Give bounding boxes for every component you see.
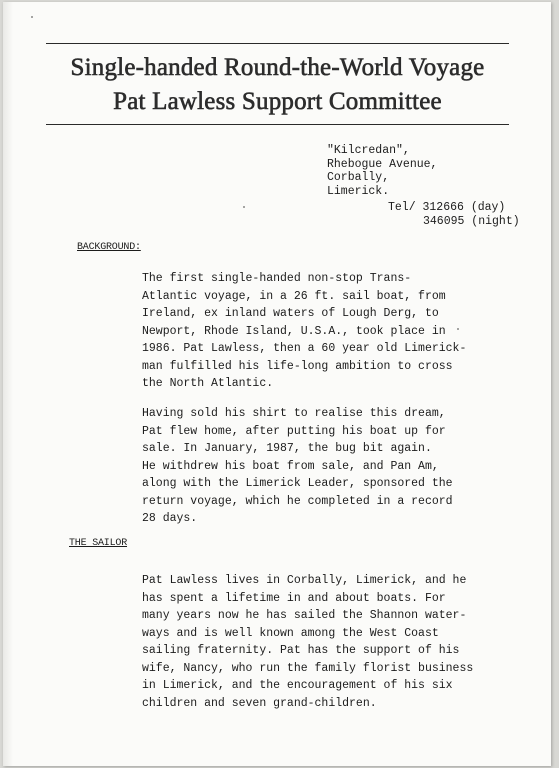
sailor-paragraph — [142, 572, 522, 712]
paper-speck — [457, 328, 459, 330]
text-line: sale. In January, 1987, the bug bit again. — [142, 442, 432, 455]
background-paragraph-2 — [142, 405, 522, 528]
letterhead-title: Single-handed Round-the-World Voyage — [70, 54, 485, 81]
letter-page — [3, 2, 551, 766]
text-line: He withdrew his boat from sale, and Pan Am, — [142, 459, 439, 473]
text-line: Newport, Rhode Island, U.S.A., took place in — [142, 324, 446, 338]
address-line: Corbally, — [327, 171, 390, 184]
section-heading-background: BACKGROUND: — [77, 242, 141, 253]
section-heading-the-sailor: THE SAILOR — [69, 538, 128, 549]
text-line: return voyage, which he completed in a record — [142, 494, 453, 508]
text-line: Pat Lawless lives in Corbally, Limerick, and he — [142, 574, 467, 587]
text-line: Having sold his shirt to realise this dream, — [142, 407, 446, 420]
text-line: The first single-handed non-stop Trans- — [142, 272, 412, 285]
telephone-night: 346095 (night) — [423, 214, 520, 228]
text-line: 28 days. — [142, 512, 198, 525]
text-line: in Limerick, and the encouragement of his six — [142, 679, 453, 692]
text-line: along with the Limerick Leader, sponsored the — [142, 477, 453, 490]
telephone-block — [388, 201, 520, 228]
text-line: ways and is well known among the West Coast — [142, 626, 439, 640]
text-line: the North Atlantic. — [142, 377, 274, 390]
text-line: man fulfilled his life-long ambition to cross — [142, 359, 453, 373]
page-edge-shadow — [3, 2, 13, 766]
telephone-day: Tel/ 312666 (day) — [388, 201, 506, 214]
address-line: Limerick. — [327, 184, 390, 198]
address-line: "Kilcredan", — [327, 144, 410, 157]
text-line: many years now he has sailed the Shannon water- — [142, 609, 467, 622]
letterhead-subtitle: Pat Lawless Support Committee — [113, 88, 442, 115]
text-line: has spent a lifetime in and about boats. For — [142, 591, 446, 605]
text-line: Atlantic voyage, in a 26 ft. sail boat, from — [142, 289, 446, 303]
text-line: Pat flew home, after putting his boat up for — [142, 424, 446, 438]
paper-speck — [243, 206, 245, 208]
text-line: 1986. Pat Lawless, then a 60 year old Limerick- — [142, 342, 467, 355]
address-line: Rhebogue Avenue, — [327, 157, 438, 171]
background-paragraph-1 — [142, 270, 522, 393]
letterhead-top-rule — [46, 43, 509, 44]
text-line: sailing fraternity. Pat has the support of his — [142, 644, 460, 657]
text-line: wife, Nancy, who run the family florist business — [142, 661, 474, 675]
letterhead-bottom-rule — [46, 124, 509, 125]
text-line: children and seven grand-children. — [142, 696, 377, 710]
sender-address — [327, 144, 437, 198]
text-line: Ireland, ex inland waters of Lough Derg, to — [142, 307, 439, 320]
paper-speck — [31, 16, 33, 18]
